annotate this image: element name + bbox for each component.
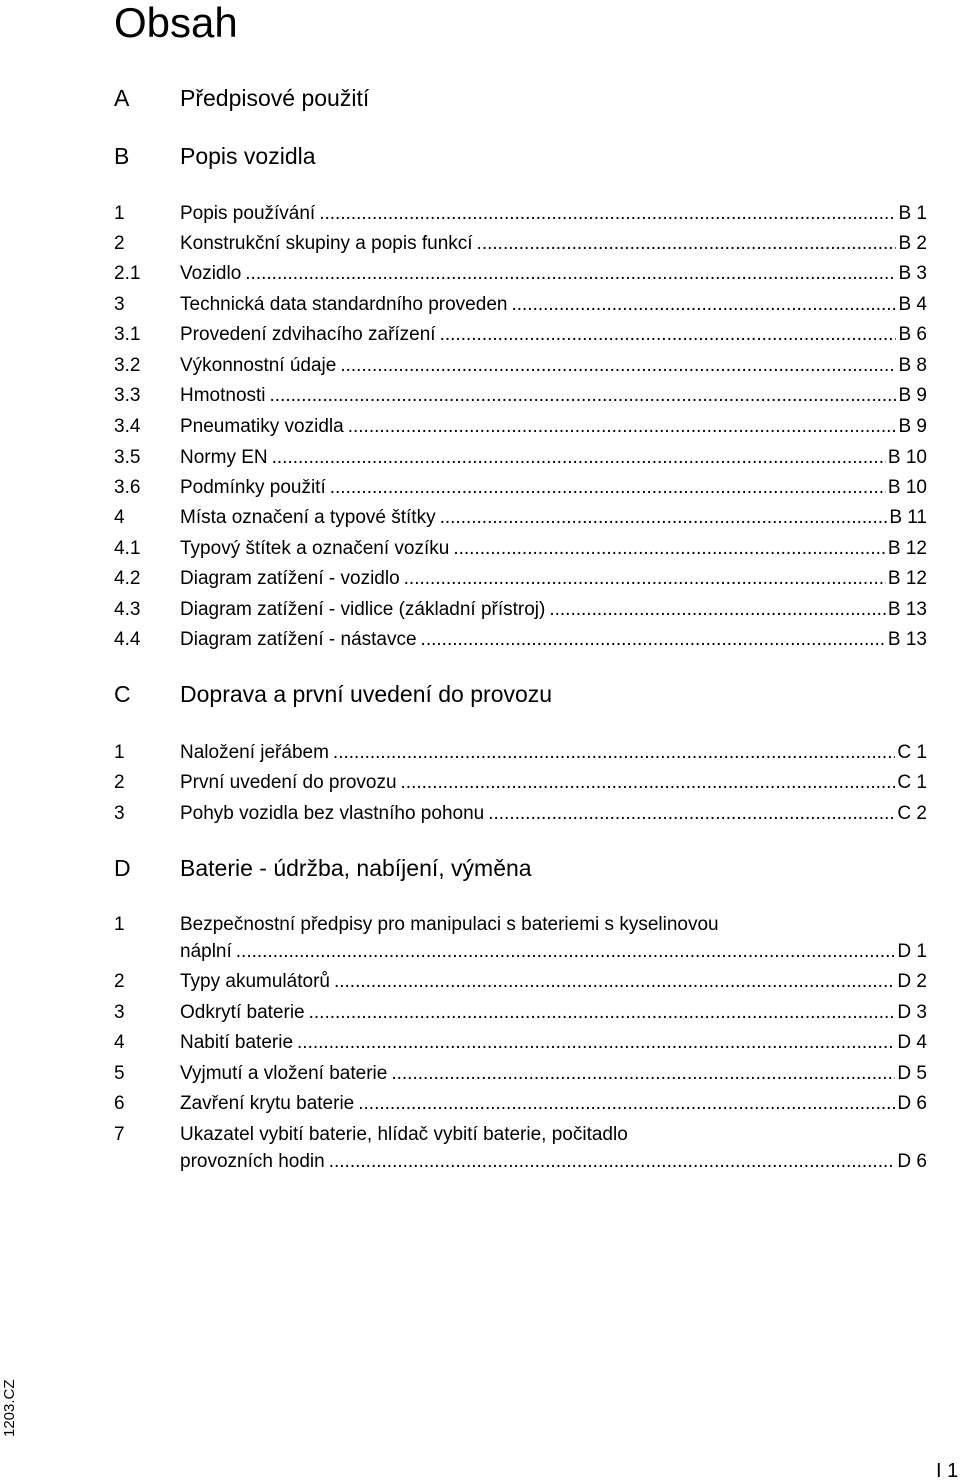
entry-title: Nabití baterie [180,1032,294,1053]
entry-number: 6 [114,1093,125,1114]
leader-dots [453,538,886,560]
page-number: I 1 [936,1460,959,1482]
entry-title: Diagram zatížení - nástavce [180,629,417,650]
entry-number: 1 [114,914,125,935]
section-title: Popis vozidla [180,143,316,169]
entry-title-first-line: Ukazatel vybití baterie, hlídač vybití baterie, počitadlo [180,1124,628,1145]
entry-number: 4.3 [114,599,141,620]
entry-title: Diagram zatížení - vozidlo [180,568,400,589]
entry-title: Technická data standardního proveden [180,294,508,315]
entry-title: náplní [180,941,232,962]
entry-title: provozních hodin [180,1151,325,1172]
entry-page: B 13 [887,599,927,620]
entry-title: Odkrytí baterie [180,1002,305,1023]
entry-title: Výkonnostní údaje [180,355,337,376]
entry-number: 4.1 [114,538,141,559]
entry-page: D 6 [897,1093,927,1114]
entry-number: 2 [114,233,125,254]
entry-title: Vozidlo [180,263,242,284]
document-code: 1203.CZ [1,1379,18,1437]
entry-number: 4 [114,1032,125,1053]
entry-number: 3.2 [114,355,141,376]
entry-title: Pneumatiky vozidla [180,416,344,437]
entry-number: 3.1 [114,324,141,345]
entry-title: Konstrukční skupiny a popis funkcí [180,233,473,254]
entry-title-first-line: Bezpečnostní předpisy pro manipulaci s bateriemi s kyselinovou [180,914,719,935]
entry-number: 4.2 [114,568,141,589]
entry-page: B 13 [887,629,927,650]
entry-page: B 10 [887,477,927,498]
section-title: Předpisové použití [180,85,370,111]
entry-page: B 9 [898,416,927,437]
section-letter: C [114,681,131,707]
leader-dots [334,971,895,993]
entry-page: D 5 [897,1063,927,1084]
leader-dots [333,742,896,764]
leader-dots [272,447,886,469]
entry-title: Vyjmutí a vložení baterie [180,1063,388,1084]
leader-dots [245,263,896,285]
entry-page: D 4 [897,1032,927,1053]
entry-number: 2 [114,772,125,793]
entry-page: C 1 [897,742,927,763]
entry-title: Popis používání [180,203,316,224]
entry-title: Hmotnosti [180,385,266,406]
entry-number: 3 [114,803,125,824]
leader-dots [549,599,886,621]
leader-dots [440,324,897,346]
entry-page: B 4 [898,294,927,315]
entry-title: Místa označení a typové štítky [180,507,436,528]
leader-dots [477,233,897,255]
entry-title: Zavření krytu baterie [180,1093,355,1114]
leader-dots [440,507,888,529]
entry-number: 3.6 [114,477,141,498]
leader-dots [236,941,896,963]
entry-page: C 1 [897,772,927,793]
section-letter: D [114,855,131,881]
entry-page: B 11 [889,507,927,528]
entry-number: 4.4 [114,629,141,650]
leader-dots [404,568,886,590]
leader-dots [340,355,896,377]
entry-number: 3.4 [114,416,141,437]
entry-title: Typový štítek a označení vozíku [180,538,450,559]
leader-dots [358,1093,895,1115]
entry-number: 4 [114,507,125,528]
entry-number: 7 [114,1124,125,1145]
leader-dots [329,1151,896,1173]
leader-dots [309,1002,896,1024]
leader-dots [391,1063,895,1085]
entry-page: D 1 [897,941,927,962]
entry-page: B 9 [898,385,927,406]
entry-number: 5 [114,1063,125,1084]
entry-number: 3 [114,294,125,315]
section-letter: B [114,143,130,169]
section-title: Baterie - údržba, nabíjení, výměna [180,855,532,881]
entry-number: 3.5 [114,447,141,468]
entry-title: Diagram zatížení - vidlice (základní přístroj) [180,599,546,620]
entry-title: Pohyb vozidla bez vlastního pohonu [180,803,485,824]
entry-title: Typy akumulátorů [180,971,330,992]
leader-dots [319,203,896,225]
leader-dots [330,477,886,499]
entry-page: D 2 [897,971,927,992]
entry-page: B 12 [887,538,927,559]
entry-page: B 1 [898,203,927,224]
leader-dots [297,1032,895,1054]
entry-number: 3.3 [114,385,141,406]
entry-title: Naložení jeřábem [180,742,329,763]
leader-dots [511,294,896,316]
leader-dots [421,629,886,651]
section-letter: A [114,85,130,111]
leader-dots [348,416,897,438]
entry-title: Provedení zdvihacího zařízení [180,324,436,345]
leader-dots [401,772,896,794]
entry-page: B 3 [898,263,927,284]
entry-number: 1 [114,742,125,763]
entry-page: D 6 [897,1151,927,1172]
entry-page: B 10 [887,447,927,468]
section-title: Doprava a první uvedení do provozu [180,681,553,707]
entry-page: D 3 [897,1002,927,1023]
page-title: Obsah [114,0,238,46]
entry-page: B 2 [898,233,927,254]
entry-page: B 12 [887,568,927,589]
entry-page: B 8 [898,355,927,376]
leader-dots [270,385,897,407]
entry-number: 3 [114,1002,125,1023]
entry-number: 2 [114,971,125,992]
entry-number: 1 [114,203,125,224]
entry-page: B 6 [898,324,927,345]
entry-page: C 2 [897,803,927,824]
leader-dots [488,803,895,825]
entry-title: První uvedení do provozu [180,772,397,793]
entry-title: Podmínky použití [180,477,326,498]
entry-title: Normy EN [180,447,268,468]
entry-number: 2.1 [114,263,141,284]
